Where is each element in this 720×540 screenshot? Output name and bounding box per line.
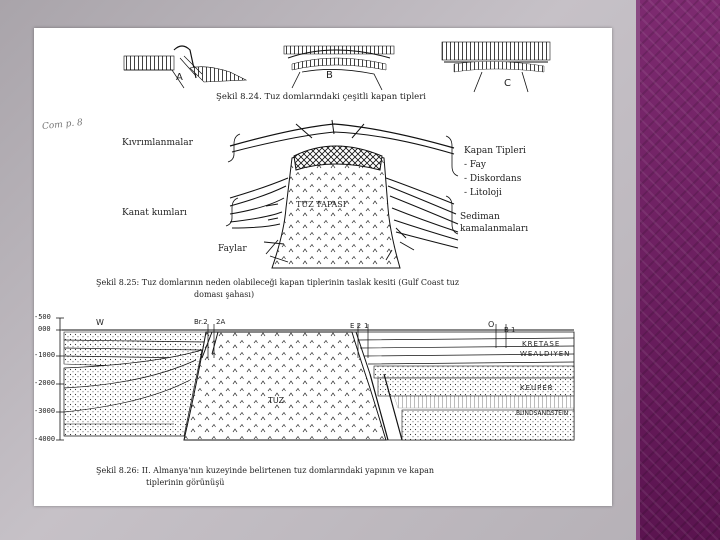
label-well-e2: E 2 [350, 322, 362, 330]
label-well-1: 1 [364, 322, 369, 330]
trap-sketch-a [124, 46, 246, 88]
trap-type-fault: - Fay [464, 160, 486, 170]
label-east: O [488, 320, 495, 329]
sediment-label-1: Sediman [460, 212, 500, 222]
scanned-page [34, 28, 612, 506]
depth-label-000: 000 [38, 325, 51, 333]
caption-8-26-line2: tiplerinin görünüşü [146, 478, 225, 487]
caption-8-25-line2: doması şahası) [194, 290, 255, 299]
trap-sketch-b [284, 46, 394, 90]
label-salt: TUZ [268, 396, 285, 405]
depth-label-minus-4000: -4000 [34, 435, 56, 443]
layer-wealden: WEALDIYEN [520, 350, 571, 358]
label-well-2a: 2A [216, 318, 226, 326]
label-a: A [176, 72, 183, 83]
label-flank-sands: Kanat kumları [122, 208, 187, 218]
caption-8-26-line1: Şekil 8.26: II. Almanya'nın kuzeyinde belirtenen tuz domlarındaki yapının ve kapan [96, 466, 435, 475]
handwritten-note: Com p. 8 [41, 117, 84, 133]
figure-8-25-salt-plug [226, 120, 458, 268]
figure-8-24-trap-types [124, 42, 550, 92]
figure-8-26-cross-section [56, 318, 574, 440]
depth-label-minus-500: -500 [34, 313, 51, 321]
label-salt-plug: TUZ TAPASI [296, 200, 346, 209]
decorative-sidebar [640, 0, 720, 540]
trap-types-title: Kapan Tipleri [464, 146, 526, 156]
label-well-b1: B 1 [504, 326, 516, 334]
trap-type-unconformity: - Diskordans [464, 174, 522, 184]
trap-sketch-c [442, 42, 550, 92]
label-well-br2: Br.2 [194, 318, 208, 326]
layer-bundsandstein: BUNDSANDSTEIN [516, 410, 569, 417]
label-c: C [504, 78, 511, 89]
depth-label-minus-3000: -3000 [34, 407, 56, 415]
depth-label-minus-2000: -2000 [34, 379, 56, 387]
caption-8-25-line1: Şekil 8.25: Tuz domlarının neden olabileceği kapan tiplerinin taslak kesiti (Gulf Coast tuz [96, 278, 460, 287]
label-b: B [326, 70, 333, 81]
depth-label-minus-1000: -1000 [34, 351, 56, 359]
layer-keuper: KEUPER [520, 384, 554, 392]
sediment-label-2: kamalanmaları [460, 224, 529, 234]
trap-type-lithology: - Litoloji [464, 188, 502, 198]
layer-cretaceous: KRETASE [522, 340, 561, 348]
label-folds: Kıvrımlanmalar [122, 138, 193, 148]
caption-8-24: Şekil 8.24. Tuz domlarındaki çeşitli kapan tipleri [216, 92, 426, 102]
label-faults: Faylar [218, 244, 247, 254]
label-west: W [96, 318, 104, 327]
